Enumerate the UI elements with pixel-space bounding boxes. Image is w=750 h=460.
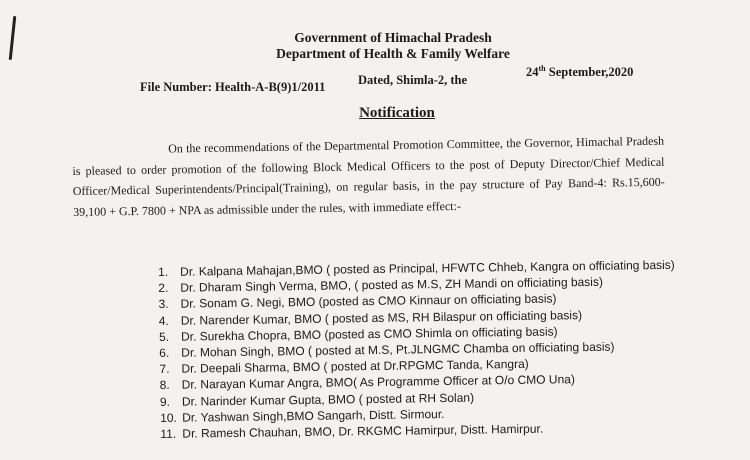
department-heading: Department of Health & Family Welfare bbox=[276, 46, 510, 61]
list-item-number: 10. bbox=[160, 410, 177, 425]
date-day: 24 bbox=[526, 65, 539, 80]
list-item-text: Dr. Dharam Singh Verma, BMO, ( posted as M.S, ZH Mandi on officiating basis) bbox=[180, 274, 604, 295]
list-item-number: 5. bbox=[158, 329, 170, 344]
list-item-text: Dr. Narender Kumar, BMO ( posted as MS, RH Bilaspur on officiating basis) bbox=[180, 307, 583, 328]
list-item-number: 11. bbox=[160, 426, 177, 442]
list-item-number: 7. bbox=[159, 362, 170, 377]
notification-title: Notification bbox=[359, 105, 435, 121]
body-text: On the recommendations of the Departmental Promotion Committee, the Governor, Himachal Pradesh is pleased to order promotion of the following Block Medical Officers to the post of Deputy Director/Chief Medical Officer/Medical Superintendents/Principal(Training), on regular basis, in the pay structure of Pay Band-4: Rs.15,600-39,100 + G.P. 7800 + NPA as admissible under the rules, with immediate effect:- bbox=[72, 133, 665, 219]
list-item-text: Dr. Deepali Sharma, BMO ( posted at Dr.RPGMC Tanda, Kangra) bbox=[181, 357, 529, 376]
list-item-number: 2. bbox=[158, 281, 169, 296]
government-heading: Government of Himachal Pradesh bbox=[294, 30, 492, 45]
list-item-number: 1. bbox=[158, 264, 169, 279]
body-paragraph bbox=[72, 131, 665, 222]
list-item-number: 6. bbox=[159, 345, 170, 361]
list-item-number: 9. bbox=[159, 394, 171, 409]
list-item-number: 3. bbox=[158, 297, 169, 312]
file-number: File Number: Health-A-B(9)1/2011 bbox=[140, 80, 326, 94]
list-item-text: Dr. Yashwan Singh,BMO Sangarh, Distt. Sirmour. bbox=[182, 406, 445, 425]
list-item-number: 4. bbox=[158, 313, 169, 328]
date-rest: September,2020 bbox=[545, 65, 634, 80]
officer-list bbox=[158, 256, 720, 442]
list-item-text: Dr. Surekha Chopra, BMO (posted as CMO Shimla on officiating basis) bbox=[180, 324, 558, 344]
list-item-number: 8. bbox=[159, 378, 170, 393]
date-value bbox=[526, 64, 633, 80]
list-item-text: Dr. Narinder Kumar Gupta, BMO ( posted at RH Solan) bbox=[181, 390, 475, 409]
file-line bbox=[140, 60, 650, 96]
date-suffix: th bbox=[538, 64, 546, 73]
list-item-text: Dr. Sonam G. Negi, BMO (posted as CMO Kinnaur on officiating basis) bbox=[180, 291, 557, 312]
list-item-text: Dr. Kalpana Mahajan,BMO ( posted as Principal, HFWTC Chheb, Kangra on officiating basis) bbox=[180, 257, 675, 279]
list-item-text: Dr. Mohan Singh, BMO ( posted at M.S, Pt.JLNGMC Chamba on officiating basis) bbox=[181, 339, 615, 360]
list-item-text: Dr. Narayan Kumar Angra, BMO( As Programme Officer at O/o CMO Una) bbox=[181, 372, 575, 393]
dated-label: Dated, Shimla-2, the bbox=[358, 73, 468, 87]
list-item-text: Dr. Ramesh Chauhan, BMO, Dr. RKGMC Hamirpur, Distt. Hamirpur. bbox=[182, 421, 544, 441]
